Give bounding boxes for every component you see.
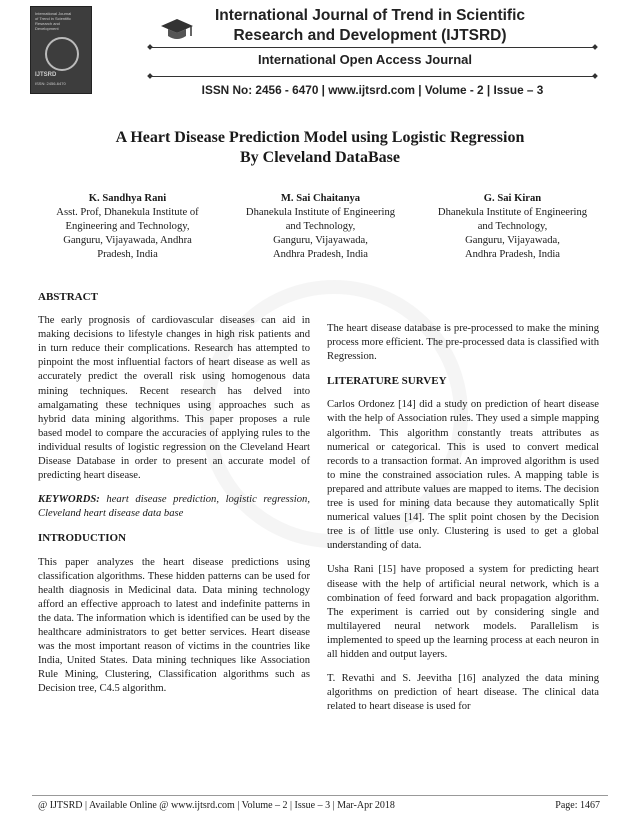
left-column (38, 290, 310, 706)
divider-diamond (147, 73, 153, 79)
title-line: By Cleveland DataBase (240, 149, 400, 166)
author-affiliation: Ganguru, Vijayawada, (465, 235, 560, 246)
divider (150, 76, 595, 77)
journal-name: International Journal of Trend in Scientific Research and Development (IJTSRD) (214, 7, 526, 44)
author-affiliation: Dhanekula Institute of Engineering (245, 207, 396, 218)
author-affiliation: Asst. Prof, Dhanekula Institute of (56, 207, 199, 218)
keywords-text: heart disease prediction, logistic regression, Cleveland heart disease data base (38, 494, 310, 520)
author-name: M. Sai Chaitanya (280, 193, 361, 204)
author-affiliation: Dhanekula Institute of Engineering (437, 207, 588, 218)
divider-diamond (147, 44, 153, 50)
author-affiliation: Andhra Pradesh, India (464, 249, 561, 260)
author-affiliation: and Technology, (477, 221, 548, 232)
paragraph: The heart disease database is pre-processed to make the mining process more efficient. The pre-processed data is classified with Regression. (327, 323, 599, 363)
open-access-label: International Open Access Journal (257, 52, 473, 67)
section-heading: INTRODUCTION (38, 532, 127, 545)
author (30, 192, 225, 262)
logo-text: International Journal (35, 11, 72, 16)
journal-header (0, 0, 638, 108)
journal-logo (30, 6, 92, 94)
author-name: K. Sandhya Rani (88, 193, 167, 204)
logo-text: IJTSRD (35, 72, 57, 78)
author-affiliation: Pradesh, India (97, 249, 158, 260)
author-affiliation: and Technology, (285, 221, 356, 232)
section-heading: ABSTRACT (38, 291, 98, 303)
page-number: Page: 1467 (555, 800, 600, 811)
paragraph: Usha Rani [15] have proposed a system for predicting heart disease with the help of artificial neural network, which is a combination of feed forward and back propagation algorithm. The experiment is carried out by considering single and multilayered neural network models. Parallelism is implemented to speed up the learning process at each neuron in all hidden and output layers. (327, 564, 599, 660)
logo-text: Development (35, 26, 59, 31)
paragraph: Carlos Ordonez [14] did a study on prediction of heart disease with the help of Association rules. They used a simple mapping algorithm. This algorithm constantly treats attributes as numerical or categorical. This is used to convert medical records to a transaction format. An improved algorithm is used to mine the constrained association rules. A mapping table is prepared and attribute values are mapped to items. The decision tree is used for mining data because they automatically Split numerical values [14]. The split point chosen by the Decision tree is of little use only. Clustering is used to get a global understanding of data. (327, 399, 599, 552)
right-column (327, 322, 599, 724)
author (223, 192, 418, 262)
graduation-cap-icon (160, 16, 194, 44)
issn-line: ISSN No: 2456 - 6470 | www.ijtsrd.com | Volume - 2 | Issue – 3 (201, 83, 544, 97)
keywords (38, 493, 310, 521)
author-affiliation: Ganguru, Vijayawada, (273, 235, 368, 246)
logo-emblem-icon (45, 37, 79, 71)
keywords-label: KEYWORDS: (38, 494, 100, 506)
author-name: G. Sai Kiran (483, 193, 542, 204)
paragraph: T. Revathi and S. Jeevitha [16] analyzed the data mining algorithms on prediction of heart disease. The clinical data related to heart disease is used for (327, 673, 599, 713)
author-affiliation: Engineering and Technology, (65, 221, 190, 232)
divider-diamond (592, 44, 598, 50)
logo-text: ISSN: 2456-6470 (35, 81, 66, 86)
footer-info: @ IJTSRD | Available Online @ www.ijtsrd.com | Volume – 2 | Issue – 3 | Mar-Apr 2018 (38, 800, 395, 811)
title-line: A Heart Disease Prediction Model using Logistic Regression (115, 129, 525, 146)
abstract-text: The early prognosis of cardiovascular diseases can aid in making decisions to lifestyle changes in high risk patients and in turn reduce their complications. Research has attempted to pinpoint the most influential factors of heart disease as well as accurately predict the overall risk using homogenous data mining techniques. Recent research has delved into amalgamating these techniques using approaches such as hybrid data mining algorithms. This paper proposes a rule based model to compare the accuracies of applying rules to the individual results of logistic regression on the Cleveland Heart Disease Database in order to present an accurate model of predicting heart disease. (38, 315, 310, 482)
divider-diamond (592, 73, 598, 79)
intro-text: This paper analyzes the heart disease predictions using classification algorithms. These hidden patterns can be used for health diagnosis in Medicinal data. Data mining technology afford an effective approach to latest and indefinite patterns in the data. The information which is identified can be used by the healthcare administrators to get better services. Heart disease was the most important reason of victims in the countries like India, United States. Data mining techniques like Association Rule Mining, Clustering, Classification algorithms such as Decision tree, C4.5 algorithm. (38, 556, 310, 695)
author-affiliation: Ganguru, Vijayawada, Andhra (63, 235, 192, 246)
author (415, 192, 610, 262)
section-heading: LITERATURE SURVEY (327, 375, 447, 388)
paper-title (40, 128, 600, 168)
logo-text: Research and (35, 21, 60, 26)
logo-text: of Trend in Scientific (35, 16, 72, 21)
footer-divider (32, 795, 608, 796)
divider (150, 47, 595, 48)
author-affiliation: Andhra Pradesh, India (272, 249, 369, 260)
